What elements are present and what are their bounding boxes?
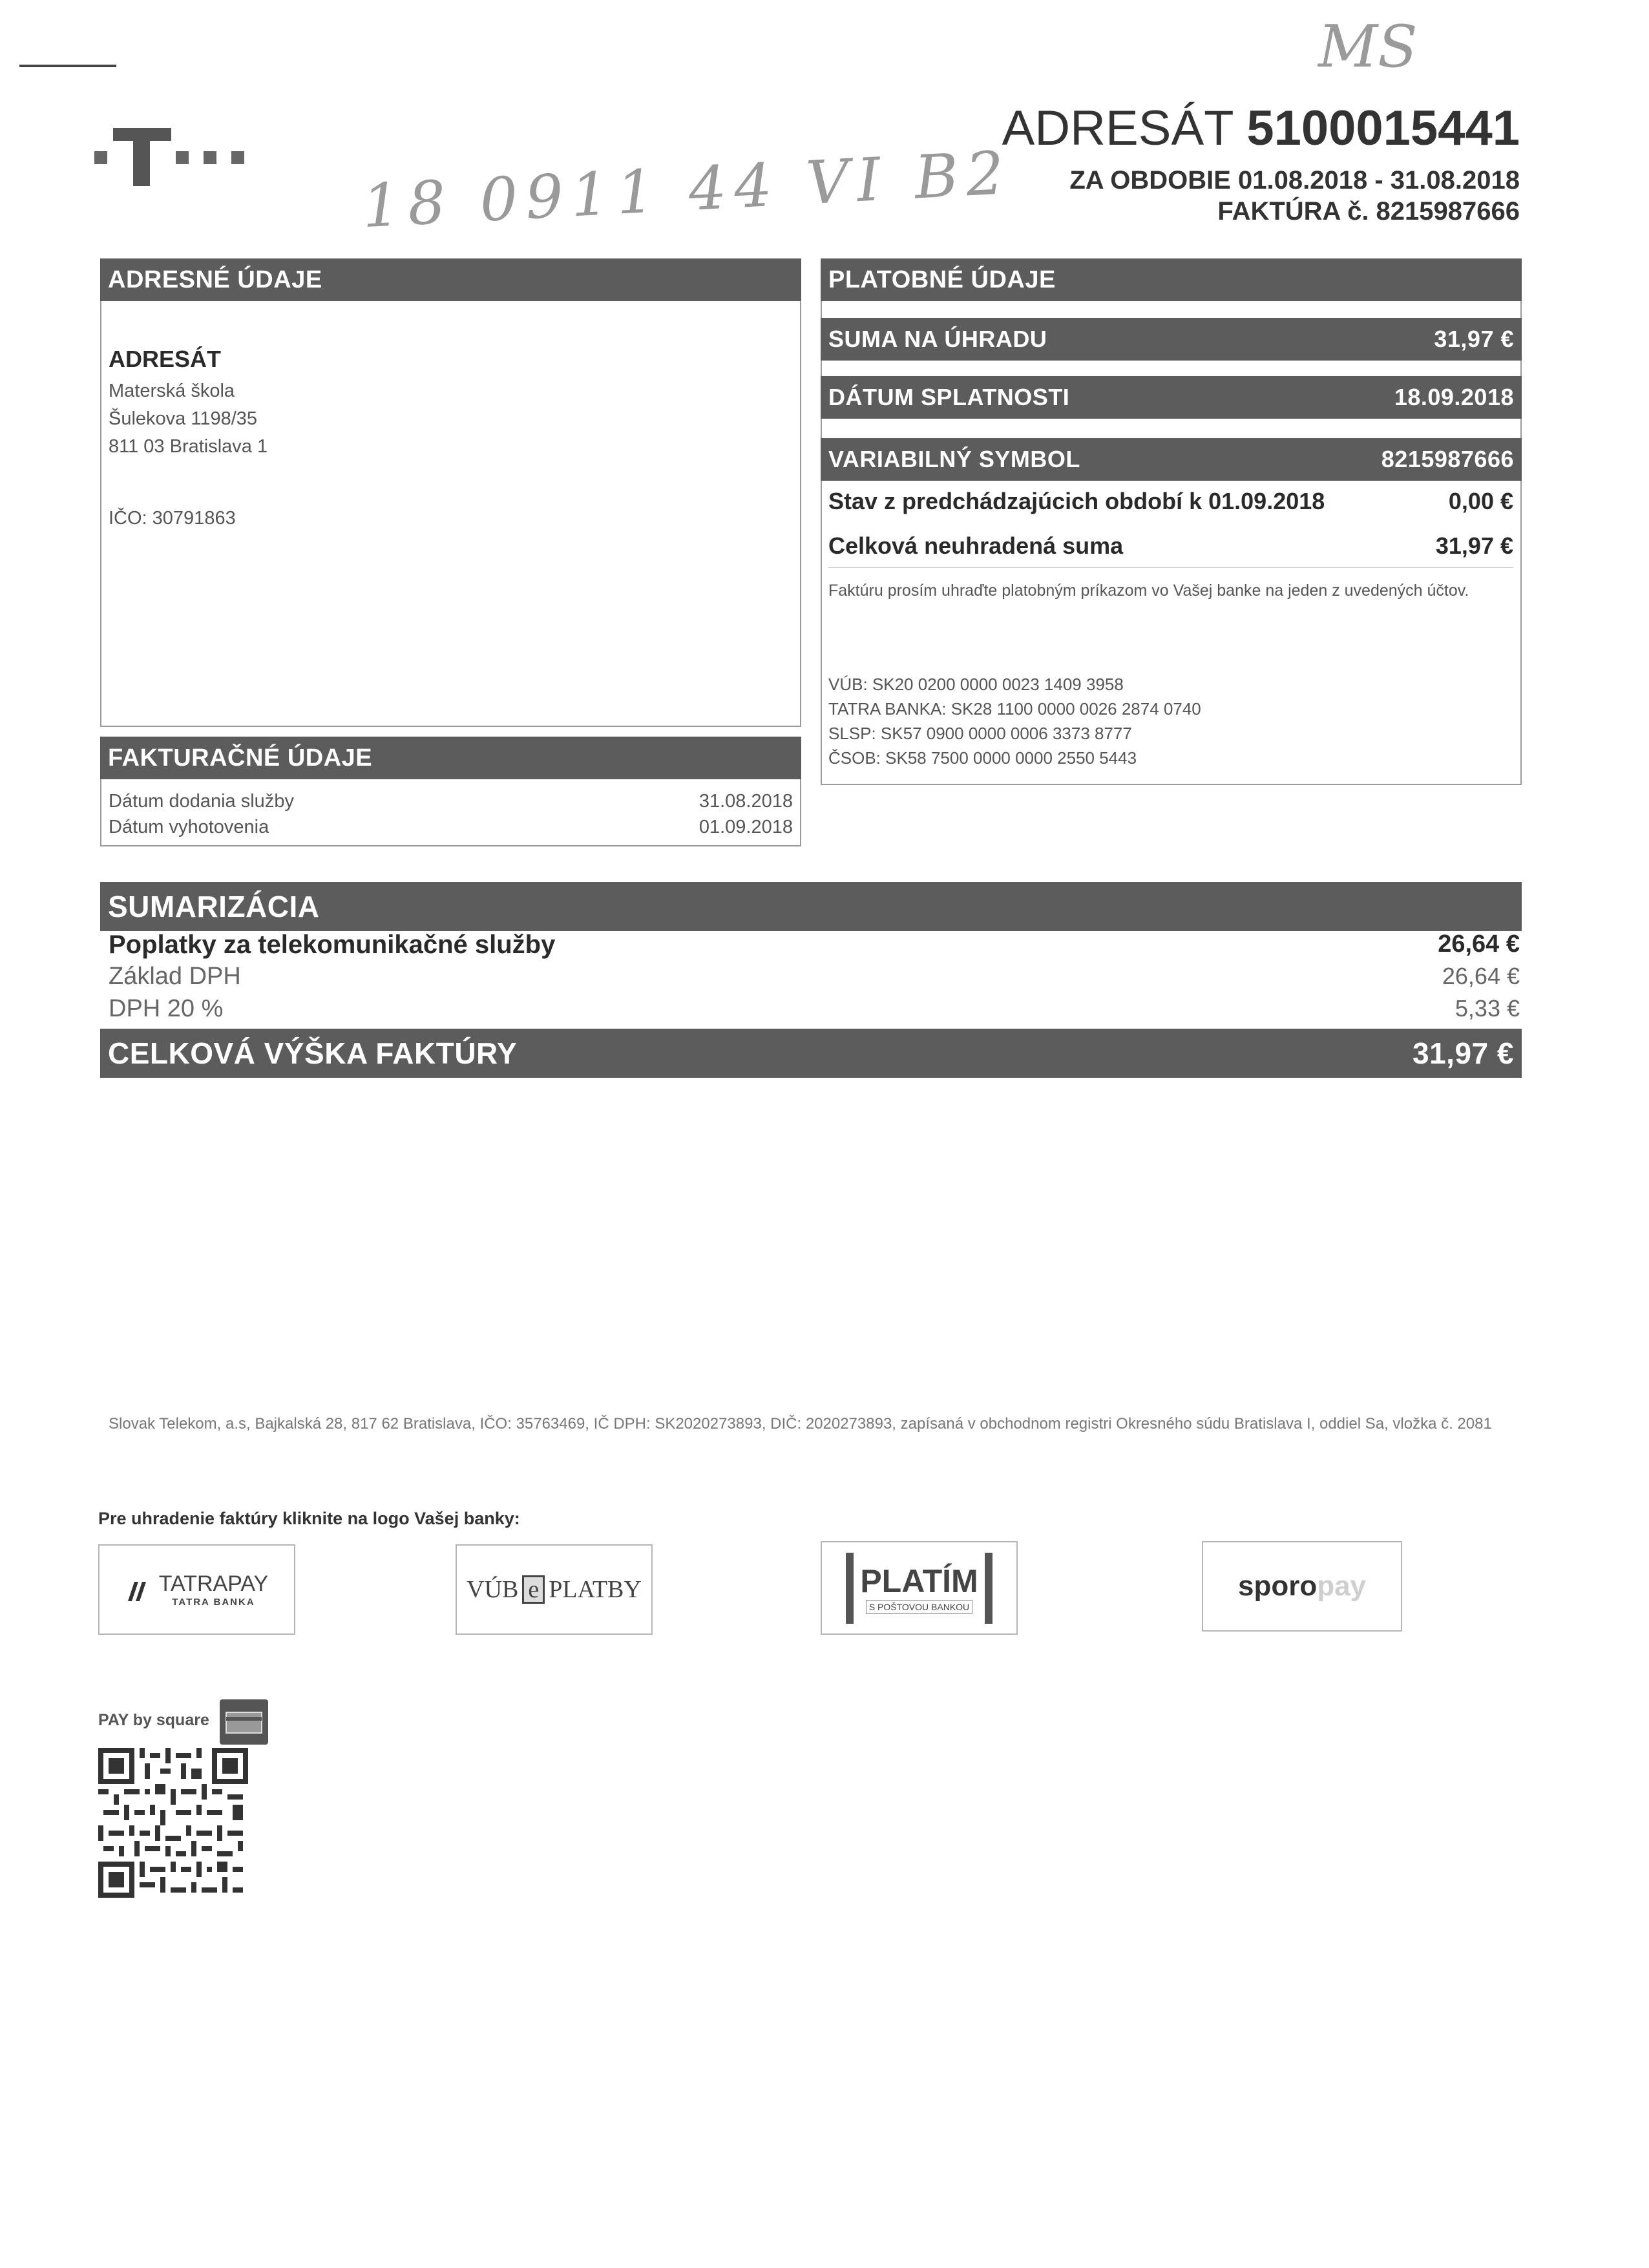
due-date-value: 18.09.2018 [1394,384,1514,410]
unpaid-total-value: 31,97 € [1435,532,1513,559]
invoice-total-row [100,1029,1522,1078]
telekom-logo [90,123,271,194]
platim-subtitle: S POŠTOVOU BANKOU [866,1600,972,1614]
amount-due-label: SUMA NA ÚHRADU [828,326,1047,352]
delivery-date-value: 31.08.2018 [698,791,793,812]
separator-line [828,567,1513,568]
tatrapay-title: TATRAPAY [158,1571,269,1596]
sporo-label: sporo [1237,1570,1318,1602]
address-section-title: ADRESNÉ ÚDAJE [108,266,322,293]
address-line-2: Šulekova 1198/35 [109,408,258,429]
addressee-title: ADRESÁT [109,346,222,372]
issue-date-value: 01.09.2018 [698,817,793,837]
bank-prompt: Pre uhradenie faktúry kliknite na logo Vašej banky: [98,1509,520,1528]
delivery-date-label: Dátum dodania služby [109,791,294,812]
ico-number: IČO: 30791863 [109,508,236,529]
tatrapay-icon [125,1577,151,1602]
address-line-3: 811 03 Bratislava 1 [109,436,268,457]
vub-label: VÚB [467,1576,519,1603]
fees-label: Poplatky za telekomunikačné služby [109,930,556,959]
issue-date-label: Dátum vyhotovenia [109,817,269,837]
handwriting-initials: MS [1318,13,1418,81]
handwriting-note: 18 0911 44 VI B2 [360,138,1014,242]
due-date-label: DÁTUM SPLATNOSTI [828,384,1070,410]
vub-eplatby-logo-button[interactable] [456,1544,653,1635]
billing-period: ZA OBDOBIE 01.08.2018 - 31.08.2018 [1069,166,1520,194]
summary-title: SUMARIZÁCIA [108,890,320,923]
due-date-row [821,376,1522,419]
sporopay-logo-button[interactable] [1202,1541,1402,1632]
invoice-total-label: CELKOVÁ VÝŠKA FAKTÚRY [108,1036,518,1070]
company-info: Slovak Telekom, a.s, Bajkalská 28, 817 62 Bratislava, IČO: 35763469, IČ DPH: SK2020273893, DIČ: 2020273893, zapísaná v obchodnom registri Okresného súdu Bratislava I, oddiel Sa, vložka č. 2081 [109,1415,1492,1433]
payment-section-title: PLATOBNÉ ÚDAJE [828,266,1056,293]
vub-e-badge: e [522,1575,545,1604]
variable-symbol-label: VARIABILNÝ SYMBOL [828,446,1080,472]
address-box [100,258,801,727]
address-section-header [100,258,801,301]
tatrapay-subtitle: TATRA BANKA [172,1597,255,1608]
vat-value: 5,33 € [1455,995,1520,1022]
vat-base-label: Základ DPH [109,963,241,990]
variable-symbol-value: 8215987666 [1381,446,1514,472]
variable-symbol-row [821,438,1522,481]
addressee-label: ADRESÁT [1002,101,1234,156]
scan-mark-line [19,65,116,67]
payment-section-header [821,258,1522,301]
vat-label: DPH 20 % [109,995,224,1022]
qr-code[interactable] [98,1748,248,1898]
account-tatra: TATRA BANKA: SK28 1100 0000 0026 2874 0740 [828,699,1201,719]
billing-section-header [100,737,801,779]
pay-by-square-label: PAY by square [98,1711,209,1729]
vub-platby-label: PLATBY [549,1576,642,1603]
summary-header [100,882,1522,931]
previous-balance-label: Stav z predchádzajúcich období k 01.09.2018 [828,488,1325,514]
amount-due-value: 31,97 € [1434,326,1514,352]
address-line-1: Materská škola [109,381,235,401]
account-slsp: SLSP: SK57 0900 0000 0006 3373 8777 [828,724,1132,743]
billing-section-title: FAKTURAČNÉ ÚDAJE [108,744,373,772]
tatrapay-logo-button[interactable] [98,1544,295,1635]
previous-balance-value: 0,00 € [1448,488,1513,514]
account-csob: ČSOB: SK58 7500 0000 0000 2550 5443 [828,748,1137,768]
pay-label: pay [1317,1570,1367,1602]
invoice-number: FAKTÚRA č. 8215987666 [1217,197,1520,226]
addressee-number-heading [1002,100,1520,156]
unpaid-total-label: Celková neuhradená suma [828,532,1124,559]
amount-due-row [821,318,1522,361]
invoice-total-value: 31,97 € [1413,1036,1514,1070]
fees-value: 26,64 € [1438,930,1520,958]
pay-by-square-card-icon [220,1699,268,1745]
account-vub: VÚB: SK20 0200 0000 0023 1409 3958 [828,675,1124,694]
addressee-number: 5100015441 [1246,101,1520,156]
vat-base-value: 26,64 € [1442,963,1520,989]
platim-title: PLATÍM [860,1562,978,1599]
platim-logo-button[interactable] [821,1541,1018,1635]
payment-note: Faktúru prosím uhraďte platobným príkazom vo Vašej banke na jeden z uvedených účtov. [828,582,1469,600]
